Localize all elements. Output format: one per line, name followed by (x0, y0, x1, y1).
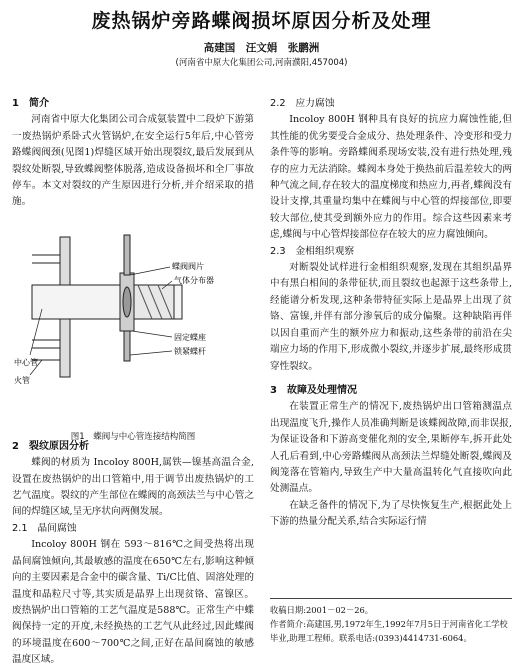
footnote (270, 598, 512, 645)
label-center-pipe: 中心管 (14, 357, 38, 367)
section-2-heading: 2 裂纹原因分析 (12, 440, 89, 452)
affiliation: (河南省中原大化集团公司,河南濮阳,457004) (175, 58, 348, 68)
section-2-3-heading: 2.3 金相组织观察 (270, 245, 355, 257)
label-crack-position: 锁紧蝶杆 (174, 346, 206, 356)
label-fire-tube: 火管 (14, 375, 30, 385)
author-info: 作者简介:高建国,男,1972年生,1992年7月5日于河南省化工学校毕业,助理工程师。联系电话:(0393)4414731-6064。 (270, 619, 508, 643)
authors: 高建国 汪文娟 张鹏洲 (203, 42, 320, 54)
section-2-1-paragraph: Incoloy 800H 钢在 593～816℃之间受热将出现晶间腐蚀倾向,其最敏感的温度在650℃左右,影响这种倾向的主要因素是合金中的碳含量、Ti/C比值、固溶处理的温度和晶粒尺寸等,其实质是晶界上出现贫铬、富镍区。废热锅炉出口管箱的工艺气温度是588℃。正常生产中蝶阀保持一定的开度,未经换热的工艺气从此经过,因此蝶阀的环境温度在600～700℃之间,正好在晶间腐蚀的敏感温度区域。 (12, 539, 254, 666)
section-1-paragraph: 河南省中原大化集团公司合成氨装置中二段炉下游第一废热锅炉系卧式火管锅炉,在安全运行5年后,中心管旁路蝶阀阀颈(见图1)焊缝区域开始出现裂纹,最后发展到从裂纹处断裂,导致蝶阀整体脱落,造成设备损坏和全厂事故停车。本文对裂纹的产生原因进行分析,并介绍采取的措施。 (12, 114, 254, 208)
section-2-3-paragraph: 对断裂处试样进行金相组织观察,发现在其组织晶界中有黑白相间的条带征状,而且裂纹也起源于这些条带上,经能谱分析发现,这种条带特征实际上是晶界上出现了贫铬、富镍,并伴有部分渗氧后的成分偏聚。这种缺陷再伴以因自重而产生的额外应力和振动,这些条带的前沿在尖端应力场的作用下,形成微小裂纹,并逐步扩展,最终形成贯穿性裂纹。 (270, 262, 512, 372)
section-2-1-heading: 2.1 晶间腐蚀 (12, 522, 77, 534)
section-3-heading: 3 故障及处理情况 (270, 384, 357, 396)
label-valve-plate: 蝶阀阀片 (172, 261, 204, 271)
section-3-paragraph-1: 在装置正常生产的情况下,废热锅炉出口管箱测温点出现温度飞升,操作人员准确判断是该蝶阀故障,而非误报,为保证设备和下游高变催化剂的安全,果断停车,拆开此处人孔后看到,中心旁路蝶阀从高颈法兰焊缝处断裂,蝶阀及阀笼落在管箱内,导致生产中大量高温转化气直接吹向此处测温点。 (270, 401, 512, 495)
figure-caption: 图1 蝶阀与中心管连接结构简图 (70, 432, 196, 443)
left-column (12, 96, 254, 669)
right-column (270, 96, 512, 531)
section-2-2-paragraph: Incoloy 800H 钢种具有良好的抗应力腐蚀性能,但其性能的优劣要受合金成分、热处理条件、冷变形和受力条件等的影响。旁路蝶阀系现场安装,没有进行热处理,残存的应力无法消除。蝶阀本身处于换热前后温差较大的两种气流之间,存在较大的温度梯度和热应力,再者,蝶阀没有设计支撑,其重量均集中在蝶阀与中心管的焊接部位,即要较大部位,使其受到额外应力的作用。综合这些因素来考虑,蝶阀与中心管焊接部位存在较大的应力腐蚀倾向。 (270, 114, 512, 241)
paper-title: 废热锅炉旁路蝶阀损坏原因分析及处理 (91, 10, 432, 32)
section-2-paragraph: 蝶阀的材质为 Incoloy 800H,属铁—镍基高温合金,设置在废热锅炉的出口管箱中,用于调节出废热锅炉的工艺气温度。裂纹的产生部位在蝶阀的高颈法兰与中心管之间的焊缝区域,呈无序状向两侧发展。 (12, 457, 254, 518)
label-gas-distributor: 气体分布器 (174, 275, 214, 285)
label-fixed-valve-seat: 固定蝶座 (174, 332, 206, 342)
section-3-paragraph-2: 在缺乏备件的情况下,为了尽快恢复生产,根据此处上下游的热量分配关系,结合实际运行情 (270, 499, 512, 528)
section-2-2-heading: 2.2 应力腐蚀 (270, 98, 335, 109)
received-date: 收稿日期:2001－02－26。 (270, 605, 374, 615)
valve-diagram (12, 215, 254, 423)
figure-1 (12, 215, 254, 443)
section-1-heading: 1 简介 (12, 98, 49, 109)
